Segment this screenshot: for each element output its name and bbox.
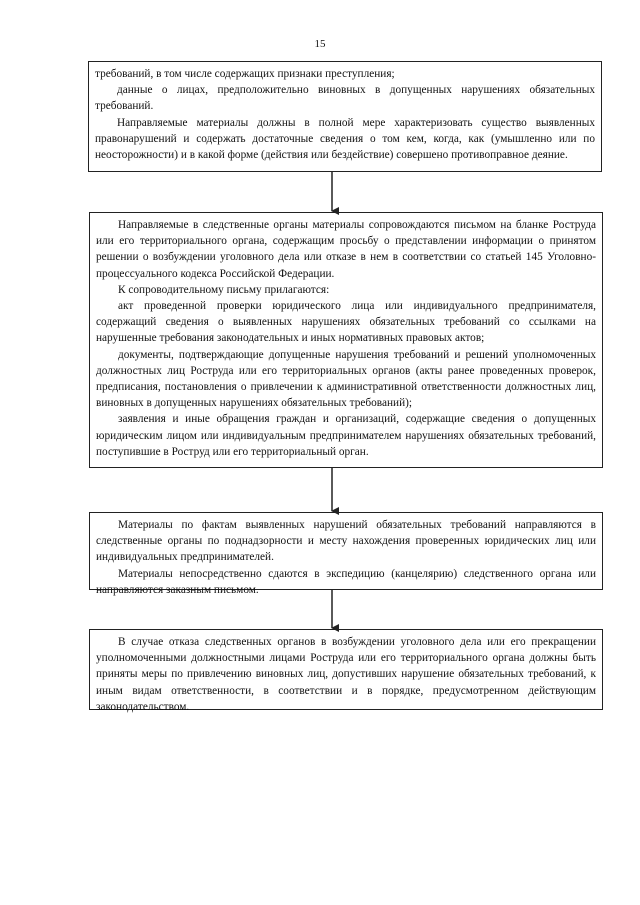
box-paragraph: Направляемые материалы должны в полной мере характеризовать существо выявленных правонарушений и содержать достаточные сведения о том кем, когда, как (умышленно или по неосторожности) и в какой форме (действия или бездействие) совершено противоправное деяние. bbox=[95, 116, 595, 162]
box-paragraph: документы, подтверждающие допущенные нарушения требований и решений уполномоченных должностных лиц Роструда или его территориальных органов (акты ранее проведенных проверок, предписания, постановления о привлечении к административной ответственности должностных лиц, виновных в допущенных нарушениях обязательных требований); bbox=[96, 348, 596, 410]
box-paragraph: акт проведенной проверки юридического лица или индивидуального предпринимателя, содержащий сведения о выявленных нарушениях обязательных требований со ссылками на нарушенные требования законодательных и иных нормативных правовых актов; bbox=[96, 300, 596, 345]
box-paragraph: заявления и иные обращения граждан и организаций, содержащие сведения о допущенных юридическим лицом или индивидуальным предпринимателем нарушениях обязательных требований, поступившие в Роструд или его территориальный орган. bbox=[96, 413, 596, 458]
box-paragraph: Направляемые в следственные органы материалы сопровождаются письмом на бланке Роструда или его территориального органа, содержащим просьбу о представлении информации о принятом решении о возбуждении уголовного дела или отказе в нем в соответствии со статьей 145 Уголовно-процессуального кодекса Российской Федерации. bbox=[96, 219, 596, 280]
box-paragraph: К сопроводительному письму прилагаются: bbox=[118, 283, 330, 296]
box-paragraph: данные о лицах, предположительно виновных в допущенных нарушениях обязательных требований. bbox=[95, 84, 595, 113]
page-number: 15 bbox=[314, 38, 326, 50]
box-paragraph: В случае отказа следственных органов в возбуждении уголовного дела или его прекращении уполномоченными должностными лицами Роструда или его территориального органа должны быть приняты меры по привлечению виновных лиц, допустивших нарушение обязательных требований, к иным видам ответственности, в соответствии и в порядке, предусмотренном действующим законодательством. bbox=[96, 636, 596, 713]
box-paragraph: Материалы непосредственно сдаются в экспедицию (канцелярию) следственного органа или направляются заказным письмом. bbox=[96, 567, 596, 596]
box-paragraph: Материалы по фактам выявленных нарушений обязательных требований направляются в следственные органы по поднадзорности и месту нахождения проверенных юридических лиц или индивидуальных предпринимателей. bbox=[96, 519, 596, 564]
box-paragraph: требований, в том числе содержащих признаки преступления; bbox=[95, 68, 395, 80]
